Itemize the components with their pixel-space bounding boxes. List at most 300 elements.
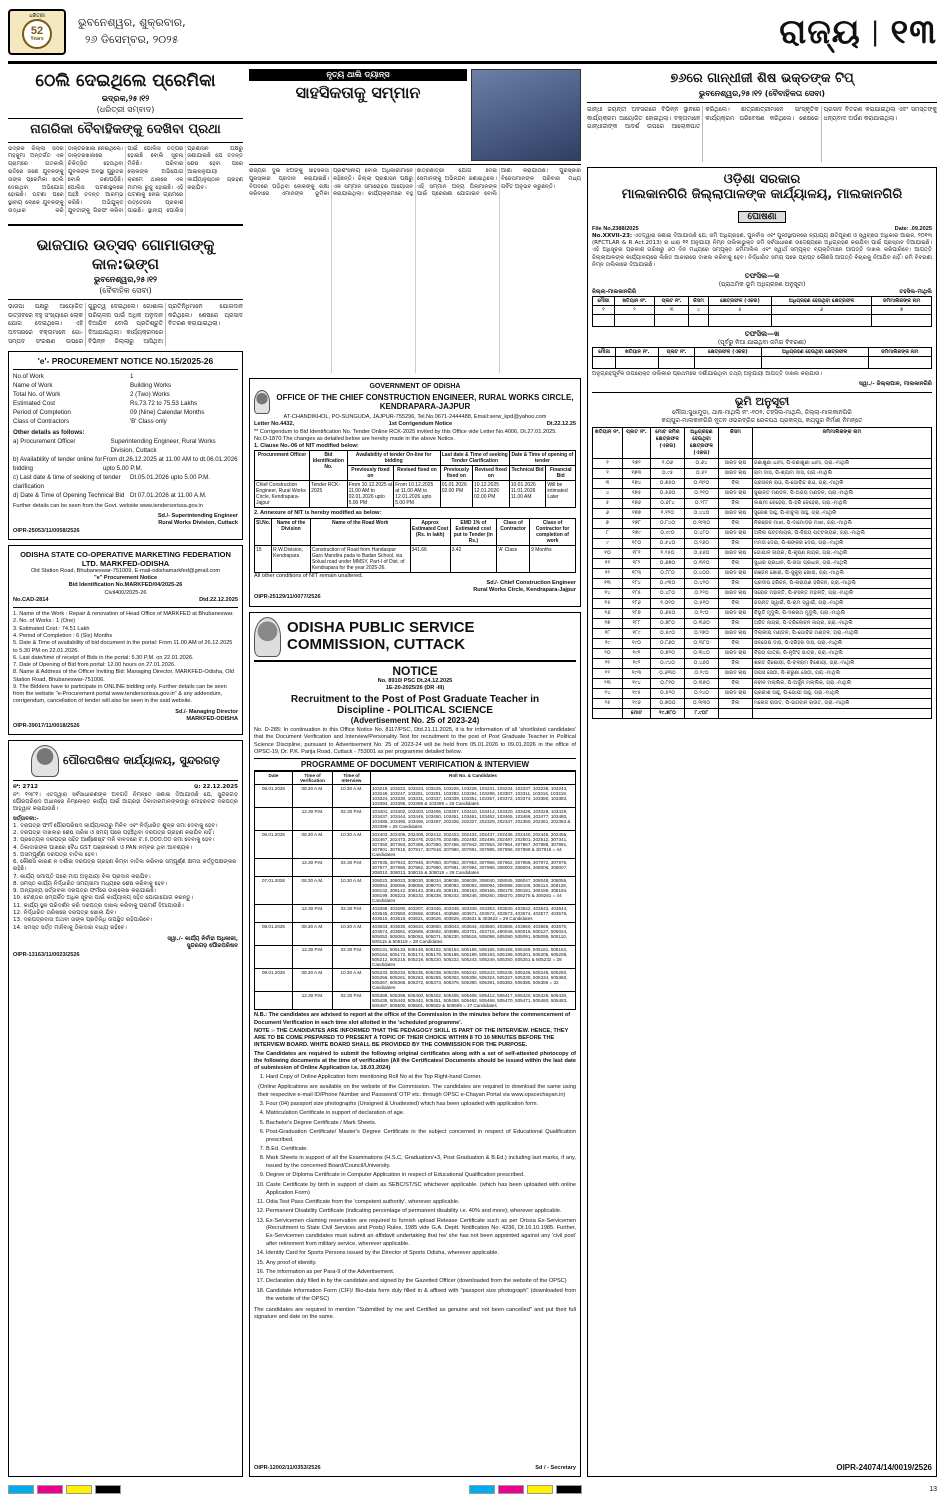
feature-photo bbox=[471, 69, 581, 161]
sched-th: କ୍ଷେତ୍ରଫଳ (ଏକର) bbox=[709, 297, 772, 306]
collector-line1: ଓଡ଼ିଶା ସରକାର bbox=[723, 172, 801, 188]
table-row bbox=[593, 498, 932, 508]
opsc-verif: 12.30 P.M. bbox=[293, 946, 333, 969]
sched-num: ୫ bbox=[709, 306, 772, 315]
collector-ref-row bbox=[592, 226, 932, 233]
eproc-detail-val: Dt 07.01.2026 at 11.00 A.M. bbox=[130, 491, 207, 499]
table-row bbox=[593, 648, 932, 658]
land-c2: ୧୮୫ bbox=[623, 588, 651, 598]
list-item: 14. Identity Card for Sports Persons issued by the Director of Sports Odisha, wherever applicable. bbox=[266, 1250, 576, 1258]
land-c4: ୦.୪୪୦ bbox=[685, 508, 719, 518]
land-c5: ବିଲ bbox=[719, 558, 753, 568]
land-c6: ଜଣାଶୁଣା ଧାମୀ, ପି-ଜଣାଶୁଣା ଧାମୀ, ଗ୍ରା.-ମାଥିଲି bbox=[753, 458, 932, 468]
opsc-rolls: 403288, 403290, 403307, 403346, 403348, 403349, 403353, 403530, 403542, 403543, 403544, 403545, 403550, 403556, 403561, 403568, 403571, 403572, 403573, 403574, 403577, 403578, 403610, 403618, 403621, 403626, 403629, 403631 & 403622 = 28 Candidates bbox=[371, 905, 576, 923]
land-c2: ୧୮୩ bbox=[623, 568, 651, 578]
swatch-magenta bbox=[498, 1485, 524, 1494]
opsc-th: Time of Interview bbox=[333, 772, 371, 785]
opsc-requirements-list bbox=[258, 1074, 576, 1305]
land-schedule-table bbox=[592, 427, 932, 719]
table-row bbox=[593, 357, 932, 369]
markfed-civil: Civil400/2025-26 bbox=[104, 589, 147, 596]
opsc-verif: 08.30 A.M. bbox=[293, 831, 333, 859]
municipality-condition: 12. ନିର୍ଦ୍ଧାରିତ ତାରିଖରେ ଦରପତ୍ର ଖୋଲା ଯିବ। bbox=[13, 909, 117, 916]
collector-line2: ମାଲକାନଗିରି ଜିଲ୍ଲାପାଳଙ୍କ କାର୍ଯ୍ୟାଳୟ, ମାଲକାନଗିରି bbox=[621, 187, 903, 203]
land-c1: ୧୫ bbox=[593, 598, 623, 608]
land-c4: ୦.୨୯୦ bbox=[685, 668, 719, 678]
page-number-odia: ୧୩ bbox=[890, 11, 937, 52]
markfed-address: Old Station Road, Bhubaneswar-751009, E-mail-odishamarkfed@gmail.com bbox=[30, 567, 221, 574]
eproc-detail-key: a) Procurement Officer bbox=[13, 437, 76, 445]
table-row bbox=[593, 458, 932, 468]
opsc-intv: 10.30 A.M. bbox=[333, 831, 371, 859]
municipality-condition: 2. ଦରପତ୍ର ଦାଖଲର ଶେଷ ତାରିଖ ଓ ସମୟ ପରେ ପହଞ୍ଚିଥିବା ଦରପତ୍ର ଗ୍ରହଣ କରାଯିବ ନାହିଁ। bbox=[13, 830, 214, 837]
rwc-th: Bid Identification No. bbox=[310, 451, 347, 481]
land-schedule-sub2: କୟପୁର-ମାଲକାନଗିରି ନୂତନ ଓଭରବ୍ରିଜ ରେଳପଥ ପ୍ରକଳ୍ପ, କୟପୁର ନିର୍ମାଣ ନିମନ୍ତେ bbox=[661, 416, 863, 424]
land-c1: ୭ bbox=[593, 518, 623, 528]
rwc-ref-row bbox=[254, 421, 576, 428]
sched-num: ୨ bbox=[614, 306, 654, 315]
table-row bbox=[593, 628, 932, 638]
sched-th: ଖତିୟାନ ନଂ. bbox=[616, 348, 659, 357]
opsc-no2: 1E-20-2025/26 (DR -III) bbox=[385, 684, 445, 691]
eproc-summary-rows bbox=[13, 373, 238, 427]
list-item: 7. B.Ed. Certificate. bbox=[266, 1146, 576, 1154]
opsc-rolls: 505131, 505133, 505148, 505152, 505154, 505155, 505156, 505158, 505159, 505161, 505162, 505164, 505172, 505174, 505178, 505185, 505189, 505193, 505198, 505201, 505205, 505208, 505212, 505215, 505219, 505220, 505222, 505243, 505249, 505250, 505251 & 505232 = 28 Candidates bbox=[371, 946, 576, 969]
list-item bbox=[13, 418, 238, 427]
opsc-intv: 02.30 P.M. bbox=[333, 946, 371, 969]
masthead-place: ଭୁବନେଶ୍ୱର, ଶୁକ୍ରବାର, bbox=[78, 16, 186, 29]
schedule-b-table bbox=[592, 347, 932, 369]
story1-agency: (ଧରିତ୍ରୀ ସମ୍ବାଦ) bbox=[96, 105, 155, 115]
land-c1: ୨୩ bbox=[593, 678, 623, 688]
land-c6: ସରୋଜ ମହାନ୍ତି, ପି-ବସନ୍ତ ମହାନ୍ତି, ଗ୍ରା.-ମାଥିଲି bbox=[753, 588, 932, 598]
rwc2-th: Name of the Road Work bbox=[310, 518, 410, 545]
table-row bbox=[593, 478, 932, 488]
land-c6: ବିଭୂତି ମୁଦୁଲି, ପି-ଦଶରଥ ମୁଦୁଲି, ଗ୍ରା.-ମାଥିଲି bbox=[753, 608, 932, 618]
land-c2: ୧୭୮ bbox=[623, 518, 651, 528]
land-c1: ୧୦ bbox=[593, 548, 623, 558]
swatch-black bbox=[95, 1485, 121, 1494]
collector-no: No.XXVII-23: bbox=[592, 232, 633, 239]
markfed-item: 7. Date of Opening of Bid from portal: 12.00 hours on 27.01.2026. bbox=[13, 662, 176, 669]
eproc-title: 'e'- PROCUREMENT NOTICE NO.15/2025-26 bbox=[37, 356, 214, 367]
land-c5: ବିଲ bbox=[719, 638, 753, 648]
right-column bbox=[587, 69, 937, 1477]
story-bhajapa-utsav bbox=[8, 234, 243, 346]
left-column bbox=[8, 69, 243, 1477]
opsc-verif: 12.30 P.M. bbox=[293, 905, 333, 923]
rwc-corrigendum-notice bbox=[249, 378, 581, 607]
municipality-condition: 6. କୌଣସି କାରଣ ନ ଦର୍ଶାଇ ଦରପତ୍ର ଗ୍ରହଣ କିମ୍ବା ବାତିଲ କରିବାର ସମ୍ପୂର୍ଣ୍ଣ କ୍ଷମତା କର୍ତ୍ତୃପକ୍ଷଙ୍କର ରହିଛି। bbox=[13, 859, 237, 873]
land-c1: ୧ bbox=[593, 458, 623, 468]
eproc-row-key: No.of Work bbox=[13, 373, 44, 381]
collector-land-notice bbox=[587, 167, 937, 1477]
rwc-th: Procurement Officer bbox=[255, 451, 310, 481]
swatch-yellow bbox=[66, 1485, 92, 1494]
opsc-heading-3: (Advertisement No. 25 of 2023-24) bbox=[350, 716, 480, 726]
markfed-item: 1. Name of the Work : Repair & renovation of Head Office of MARKFED at Bhubaneswar. bbox=[13, 611, 234, 618]
eproc-row-key: Total No. of Work bbox=[13, 391, 61, 398]
land-th: ପ୍ଲଟ ନଂ. bbox=[623, 427, 651, 458]
land-c3: ୧.୦୨୦ bbox=[651, 598, 685, 608]
opsc-date bbox=[255, 808, 293, 831]
eproc-notice-15 bbox=[8, 351, 243, 540]
land-c1: ୨୦ bbox=[593, 648, 623, 658]
opsc-rolls: 403633, 403630, 403634, 403650, 403643, 403644, 403660, 403655, 403660, 403665, 403670, 403674, 403681, 403685, 403692, 403698, 403701, 403715, 490046, 500016, 500127, 505024, 505053, 505061, 505062, 505071, 505230, 505516, 505098, 505090, 505091, 505095, 505110, 505115 & 505119 = 28 Candidates bbox=[371, 923, 576, 946]
list-item bbox=[13, 382, 238, 391]
table-row bbox=[593, 578, 932, 588]
list-item bbox=[13, 373, 238, 382]
land-c6: ସୁରେଶ ସାହୁ, ପି-ବାବୁଲା ସାହୁ, ଗ୍ରା.-ମାଥିଲି bbox=[753, 508, 932, 518]
table-row bbox=[255, 545, 576, 572]
land-c4: ୦.୩୧୦ bbox=[685, 558, 719, 568]
land-c2: ୧୯୬ bbox=[623, 698, 651, 708]
list-item: 16. The information as per Para-9 of the Advertisement. bbox=[266, 1269, 576, 1277]
story-thela-deithile bbox=[8, 69, 243, 216]
rwc-cell: Will be intimated Later bbox=[546, 481, 576, 508]
markfed-item: 6. Last date/time of receipt of Bids in the portal: 5.30 P.M. on 22.01.2026. bbox=[13, 654, 194, 661]
land-c6: ଦିଲ୍ଲୀପ ମଣ୍ଡଳ, ପି-ଗୋବିନ୍ଦ ମଣ୍ଡଳ, ଗ୍ରା.-ମାଥିଲି bbox=[753, 628, 932, 638]
land-total-label: ମୋଟ bbox=[623, 708, 651, 718]
land-c3: ୦.୫୨୦ bbox=[651, 688, 685, 698]
land-c6: ଜୟନ୍ତ ସ୍ୱାଇଁ, ପି-ରାମ ସ୍ୱାଇଁ, ଗ୍ରା.-ମାଥିଲି bbox=[753, 598, 932, 608]
table-row bbox=[593, 668, 932, 678]
opsc-intv: 10.30 A.M. bbox=[333, 969, 371, 992]
land-c1: ୫ bbox=[593, 498, 623, 508]
list-item: 12. Permanent Disability Certificate (indicating percentage of permanent disability i.e. 40% and more); wherever applicable. bbox=[266, 1208, 576, 1216]
rwc-th: Date & Time of opening of tender bbox=[509, 451, 575, 466]
land-c5: ସାରଦ ଚାଷ bbox=[719, 688, 753, 698]
land-c3: ୦.୫୬୦ bbox=[651, 488, 685, 498]
municipality-condition: 13. ଦରପତ୍ରଦାତା ଅଥବା ତାଙ୍କ ପ୍ରତିନିଧି ଉପସ୍ଥିତ ରହିପାରିବେ। bbox=[13, 917, 153, 924]
land-c3: ୧.୦୬ bbox=[651, 458, 685, 468]
eproc-row-key: Name of Work bbox=[13, 382, 53, 390]
rwc-line: ** Corrigendum to Bid Identification No. Tender Online RCK-2025 invited by this Office vide Letter No.4006, Dt.27.01.2025. bbox=[254, 428, 557, 435]
table-row bbox=[255, 808, 576, 831]
opsc-oipr: OIPR-12002/11/0353/2526 bbox=[254, 1464, 321, 1471]
rwc-th2: Revised fixed on bbox=[472, 466, 509, 481]
land-c6: ମମତା ଦେଇ, ପି-ଶଙ୍କର ଦେଇ, ଗ୍ରା.-ମାଥିଲି bbox=[753, 538, 932, 548]
sched-num: ୩ bbox=[655, 306, 689, 315]
land-c1: ୧୩ bbox=[593, 578, 623, 588]
sched-th: ପ୍ଲଟ ନଂ. bbox=[659, 348, 695, 357]
land-c3: ୦.୪୮୦ bbox=[651, 588, 685, 598]
collector-date: Date: .09.2025 bbox=[894, 225, 932, 232]
land-c3: ୦.୮୬୦ bbox=[651, 638, 685, 648]
rwc-th2: Technical Bid bbox=[509, 466, 546, 481]
municipality-condition: 7. କାର୍ଯ୍ୟ ସମାପ୍ତି ପରେ ମାପ ଅନୁଯାୟୀ ବିଲ ପ୍ରଦାନ କରାଯିବ। bbox=[13, 873, 151, 880]
story2-body: ଭାଜପା ପକ୍ଷରୁ ଆୟୋଜିତ ଉତ୍ସବରେ ବହୁ ସଂଖ୍ୟାରେ ଲୋକ ଯୋଗ ଦେଇଥିଲେ। ଏହି ଅବସରରେ ବକ୍ତାମାନେ ଗୋ-ସମ୍ପଦ ସଂରକ୍ଷଣ ଉପରେ ଗୁରୁତ୍ୱ ଦେଇଥିଲେ। ଗୋଶାଳା ପରିଚାଳନା ପାଇଁ ଅଧିକ ଅନୁଦାନ ଦିଆଯିବ ବୋଲି ପ୍ରତିଶ୍ରୁତି ଦିଆଯାଇଥିଲା। କାର୍ଯ୍ୟକ୍ରମରେ ବିଭିନ୍ନ ଜିଲ୍ଲାରୁ ଆସିଥିବା ପ୍ରତିନିଧିମାନେ ଯୋଗଦାନ କରିଥିଲେ। ଶେଷରେ ପ୍ରସାଦ ବିତରଣ କରାଯାଇଥିଲା। bbox=[8, 303, 243, 345]
land-c6: ତାପସ ସେଠୀ, ପି-କରୁଣା ସେଠୀ, ଗ୍ରା.-ମାଥିଲି bbox=[753, 668, 932, 678]
opsc-date: 07.01.2026 bbox=[255, 877, 293, 905]
section-title: ରାଜ୍ୟ bbox=[779, 11, 861, 52]
opsc-rolls: 103401, 103402, 103403, 103405, 103407, 103410, 103414, 103420, 103426, 103428, 103429, 103437, 103444, 103449, 103450, 103451, 103461, 103462, 103465, 103466, 103477, 103480, 103485, 103490, 103496, 103497, 202326, 202327, 202329, 202347, 202360, 202361, 202383 & 202399 = 28 Candidates bbox=[371, 808, 576, 831]
collector-sign: ସ୍ୱା./- ଜିଲ୍ଲାପାଳ, ମାଲକାନଗିରି bbox=[859, 380, 932, 387]
opsc-no: No. 8910/ PSC Dt.24.12.2025 bbox=[377, 677, 453, 684]
badge-years: Years bbox=[30, 36, 44, 43]
state-emblem-icon bbox=[31, 745, 59, 777]
land-c1: ୨୨ bbox=[593, 668, 623, 678]
story1-headline: ଠେଲି ଦେଇଥିଲେ ପ୍ରେମିକା bbox=[35, 71, 216, 91]
sched-th: ମୌଜା bbox=[593, 297, 615, 306]
municipality-condition: 11. କାର୍ଯ୍ୟ ସ୍ଥଳ ପରିଦର୍ଶନ କରି ଦରପତ୍ର ଦାଖଲ କରିବାକୁ ପରାମର୍ଶ ଦିଆଯାଉଛି। bbox=[13, 902, 184, 909]
eproc-row-key: Period of Completion bbox=[13, 408, 71, 416]
eproc-row-val: 09 (Nine) Calendar Months bbox=[130, 408, 205, 416]
land-c5 bbox=[719, 708, 753, 718]
opsc-verif: 08.30 A.M. bbox=[293, 785, 333, 808]
opsc-rolls: 505233, 505234, 505235, 505238, 505239, 505242, 505243, 505245, 505246, 505248, 505250, 505256, 505261, 505263, 505265, 505302, 505308, 505324, 505327, 505330, 505334, 505360, 505367, 505368, 505372, 505373, 505376, 505380, 505381, 505382, 505385, 505386 = 32 Candidates bbox=[371, 969, 576, 992]
land-c6: ବିଜୟ ପାତ୍ର, ପି-ନୃସିଂହ ପାତ୍ର, ଗ୍ରା.-ମାଥିଲି bbox=[753, 648, 932, 658]
sched-num: ୧ bbox=[593, 306, 615, 315]
rwc-cell: From 10.12.2025 at 11.00 AM to 12.01.2026 upto 5.00 PM bbox=[394, 481, 440, 508]
rwc-sign2: Rural Works Circle, Kendrapara-Jajpur bbox=[473, 587, 576, 594]
list-item bbox=[13, 409, 238, 418]
list-item: 6. Post-Graduation Certificate/ Master's Degree Certificate in the subject concerned in respect of Educational Qualification prescribed. bbox=[266, 1129, 576, 1145]
opsc-th: Date bbox=[255, 772, 293, 785]
table-row-total bbox=[593, 708, 932, 718]
rwc-letter-no: Letter No.4432, bbox=[254, 421, 295, 428]
land-c2: ୧୭୬ bbox=[623, 498, 651, 508]
land-c5: ସାରଦ ଚାଷ bbox=[719, 458, 753, 468]
markfed-sign2: MARKFED-ODISHA bbox=[186, 715, 238, 722]
sched-th: ଜମିମାଲିକଙ୍କ ନାମ bbox=[868, 348, 931, 357]
land-c6: ଗୋପାଳ ନାୟକ, ପି-କୃଷ୍ଣ ନାୟକ, ଗ୍ରା.-ମାଥିଲି bbox=[753, 548, 932, 558]
land-c5: ବିଲ bbox=[719, 578, 753, 588]
sched-num: ୭ bbox=[872, 306, 932, 315]
land-c5: ବିଲ bbox=[719, 598, 753, 608]
opsc-intv: 02.30 P.M. bbox=[333, 905, 371, 923]
swatch-black bbox=[556, 1485, 582, 1494]
schedule-a-sub: (ପ୍ରାଥମିକ ଭୂମି ଅଧିଗ୍ରହଣ ଅନୁସୂଚୀ) bbox=[718, 281, 806, 289]
opsc-date bbox=[255, 946, 293, 969]
land-c6: ସନ୍ତୋଷ ଦାସ, ପି-ହରିହର ଦାସ, ଗ୍ରା.-ମାଥିଲି bbox=[753, 638, 932, 648]
feature-headline: ସାହସିକତାକୁ ସମ୍ମାନ bbox=[295, 83, 421, 102]
state-emblem-icon bbox=[254, 390, 270, 414]
land-c2: ୧୯୪ bbox=[623, 678, 651, 688]
collector-body: ଏତଦ୍ଦ୍ୱାରା ଜଣାଇ ଦିଆଯାଉଛି ଯେ, ଜମି ଅଧିଗ୍ରହଣ, ପୁନର୍ବାସ ଏବଂ ପୁନଃସ୍ଥାପନରେ ନ୍ୟାଯ୍ୟ କ୍ଷତିପୂରଣ ଓ ସ୍ୱଚ୍ଛତା ଅଧିକାର ଆଇନ, ୨୦୧୩ (RFCTLAR & R Act.2013) ର ଧାରା ୧୧ ଅନୁଯାୟୀ ନିମ୍ନ ତାଲିକାଭୁକ୍ତ ଜମି ସର୍ବସାଧାରଣ ଉଦ୍ଦେଶ୍ୟରେ ଅଧିଗ୍ରହଣ କରାଯିବା ପାଇଁ ପ୍ରସ୍ତାବ ଦିଆଯାଇଛି। ଏହି ଅଧିସୂଚନା ପ୍ରକାଶ ତାରିଖରୁ ୬୦ ଦିନ ମଧ୍ୟରେ ସମ୍ପୃକ୍ତ ଜମିମାଲିକ ଏବଂ ସ୍ୱାର୍ଥ ସମ୍ପୃକ୍ତ ବ୍ୟକ୍ତିମାନେ ଆପତ୍ତି ଦାଖଲ କରିପାରିବେ। ଆପତ୍ତି ଜିଲ୍ଲାପାଳଙ୍କ କାର୍ଯ୍ୟାଳୟରେ ଲିଖିତ ଆକାରରେ ଦାଖଲ କରିବାକୁ ହେବ। ନିର୍ଦ୍ଧାରିତ ସମୟ ପରେ ପ୍ରାପ୍ତ କୌଣସି ଆପତ୍ତି ବିଚାରକୁ ନିଆଯିବ ନାହିଁ। ଜମି ବିବରଣୀ ନିମ୍ନ ତାଲିକାରେ ଦିଆଯାଇଛି। bbox=[592, 232, 933, 268]
eproc-sign: Sd./- Superintending Engineer bbox=[157, 513, 238, 520]
land-c5: ସାରଦ ଚାଷ bbox=[719, 628, 753, 638]
center-column bbox=[249, 69, 581, 1477]
eproc-other-label: Other details as follows: bbox=[13, 428, 85, 436]
land-c4: ୦.୨୮୮ bbox=[685, 498, 719, 508]
markfed-item: 8. Name & Address of the Officer Inviting Bid: Managing Director, MARKFED-Odisha, Old Station Road, Bhubaneswar-751006. bbox=[13, 669, 234, 683]
table-row bbox=[255, 831, 576, 859]
table-row bbox=[255, 905, 576, 923]
opsc-nb: N.B.: The candidates are advised to report at the office of the Commission in the minutes before the commencement of Document Verification in each time slot allotted in the 'scheduled programme'. bbox=[254, 1012, 571, 1026]
list-item: 17. Declaration duly filled in by the candidate and signed by the Gazetted Officer (downloaded from the website of the OPSC) bbox=[266, 1278, 576, 1286]
story2-headline: ଭାଜପାର ଉତ୍ସବ ଗୋମାତାଙ୍କୁ କାଳ:ଭଙ୍ଗ bbox=[36, 235, 215, 273]
opsc-verif: 12.30 P.M. bbox=[293, 808, 333, 831]
story1-sub-headline: ନାଗରିକା ବୈବାହିକଙ୍କୁ ଦେଖିବା ପ୍ରଥା bbox=[30, 122, 221, 138]
collector-badge: ଘୋଷଣା bbox=[738, 211, 785, 223]
land-c5: ସାରଦ ଚାଷ bbox=[719, 528, 753, 538]
land-c3: ୦.୯୯୦ bbox=[651, 528, 685, 538]
eproc-row-val: 2 (Two) Works bbox=[130, 391, 170, 398]
sched-num: ୪ bbox=[688, 306, 708, 315]
municipality-date: ତା: 22.12.2025 bbox=[193, 784, 238, 791]
sched-th: କିସମ bbox=[688, 297, 708, 306]
rwc-line: 1. Clause No.-06 of NIT modified below: bbox=[254, 443, 359, 450]
land-c1: ୧୨ bbox=[593, 568, 623, 578]
land-c1: ୧୮ bbox=[593, 628, 623, 638]
rwc2-cell: Construction of Road from Handaspur Garo Mandira pada to Badan School, via Solual road under MMSY, Part-I of Dist. of Kendrapara for the year 2025-26. bbox=[310, 545, 410, 572]
land-c2: ୧୯୨ bbox=[623, 658, 651, 668]
municipality-conditions-title: ସର୍ତ୍ତାବଳୀ:- bbox=[13, 815, 39, 822]
land-c1: ୨୫ bbox=[593, 698, 623, 708]
land-c6: ଶରତ ବିଶୋୟୀ, ପି-ବଳରାମ ବିଶୋୟୀ, ଗ୍ରା.-ମାଥିଲି bbox=[753, 658, 932, 668]
rwc2-th: Class of Contractor bbox=[497, 518, 530, 545]
land-c6: ସୁଧୀର ପ୍ରଧାନ, ପି-ଜଗା ପ୍ରଧାନ, ଗ୍ରା.-ମାଥିଲି bbox=[753, 558, 932, 568]
land-th: ଖତିୟାନ ନଂ. bbox=[593, 427, 623, 458]
eproc-detail-key: d) Date & Time of Opening Technical Bid bbox=[13, 491, 125, 499]
land-c6: ନବୀନ ମଲ୍ଲିକ, ପି-ଅର୍ଜୁନ ମଲ୍ଲିକ, ଗ୍ରା.-ମାଥିଲି bbox=[753, 678, 932, 688]
land-c3: ୦.୯୩୦ bbox=[651, 578, 685, 588]
opsc-rolls: 308022, 308023, 308030, 308034, 308036, 308039, 308040, 308045, 308047, 308048, 308056, 308064, 308066, 308068, 308070, 308092, 308093, 308094, 308098, 308109, 308113, 308128, 308132, 308142, 308143, 308149, 308161, 308163, 308166, 308178, 308181, 308189, 308194, 308199, 308223, 308232, 308238, 308242, 308246, 308260, 308270, 308275 & 308281 = 44 Candidates bbox=[371, 877, 576, 905]
right-story-byline: ଭୁବନେଶ୍ୱର,୨୫।୧୨ (ବୈବାହିକତା ସେବା) bbox=[698, 89, 826, 99]
land-c2: ୧୯୦ bbox=[623, 638, 651, 648]
section-separator: | bbox=[870, 16, 881, 47]
table-row bbox=[255, 923, 576, 946]
land-c6: ପ୍ରଦୀପ ହରିଜନ, ପି-ନାରାୟଣ ହରିଜନ, ଗ୍ରା.-ମାଥିଲି bbox=[753, 578, 932, 588]
list-item bbox=[13, 400, 238, 409]
rwc-table-1 bbox=[254, 450, 576, 508]
table-row bbox=[593, 658, 932, 668]
land-c3: ୦.୭୮୦ bbox=[651, 618, 685, 628]
list-item: 9. Degree or Diploma Certificate in Computer Application in respect of Educational Qualification prescribed. bbox=[266, 1172, 576, 1180]
land-c6: ଲକ୍ଷ୍ମୀ ବେହେରା, ପି-ହରି ବେହେରା, ଗ୍ରା.-ମାଥିଲି bbox=[753, 498, 932, 508]
land-c4: ୦.୫୧୦ bbox=[685, 598, 719, 608]
land-schedule-title: ଭୂମି ଅନୁସୂଚୀ bbox=[592, 392, 932, 409]
table-row bbox=[593, 598, 932, 608]
municipality-condition: 4. ଠିକାଦାରଙ୍କ ପାଖରେ ବୈଧ GST ପଞ୍ଜୀକରଣ ଓ PAN ନମ୍ବର ଥିବା ଆବଶ୍ୟକ। bbox=[13, 844, 193, 851]
swatch-yellow bbox=[527, 1485, 553, 1494]
opsc-date: 08.01.2026 bbox=[255, 923, 293, 946]
list-item: 8. Mark Sheets in support of all the Examinations (H.S.C, Graduation/+3, Post Graduation & B.Ed.) including last marks, if any, issued by the concerned Board/Council/University. bbox=[266, 1155, 576, 1171]
list-item bbox=[13, 456, 238, 474]
markfed-ref-row bbox=[13, 597, 238, 604]
opsc-requirements-intro: The Candidates are required to submit the following original certificates along with a set of self-attested photocopy of the following documents at the time of verification (All the Certificates/ Documents should be issued within the last date of submission of Online Application i.e. 18.03.2024) bbox=[254, 1050, 576, 1072]
eproc-sign2: Rural Works Division, Cuttack bbox=[158, 520, 238, 527]
badge-circle bbox=[22, 19, 52, 49]
eproc-row-val: 1 bbox=[130, 373, 134, 381]
land-c5: ବିଲ bbox=[719, 698, 753, 708]
table-row bbox=[593, 558, 932, 568]
sched-th: ଜମିମାଲିକଙ୍କ ନାମ bbox=[872, 297, 932, 306]
markfed-item: 4. Period of Completion : 6 (Six) Months bbox=[13, 633, 113, 639]
masthead-dateline bbox=[78, 15, 186, 48]
markfed-proc-label: "e" Procurement Notice bbox=[93, 575, 158, 582]
land-c6: ନିରଞ୍ଜନ ମାଝୀ, ପି-ଦାମୋଦର ମାଝୀ, ଗ୍ରା.-ମାଥିଲି bbox=[753, 518, 932, 528]
land-c4: ୦.୩୩୦ bbox=[685, 518, 719, 528]
table-row bbox=[255, 946, 576, 969]
opsc-th: Time of Verification bbox=[293, 772, 333, 785]
land-c1: ୪ bbox=[593, 488, 623, 498]
land-c6: ଅନିଲ ପଟ୍ଟନାୟକ, ପି-ବିଜୟ ପଟ୍ଟନାୟକ, ଗ୍ରା.-ମାଥିଲି bbox=[753, 528, 932, 538]
table-row bbox=[593, 306, 932, 315]
sched-th: ପ୍ଲଟ ନଂ. bbox=[655, 297, 689, 306]
badge-top-label: ଧରିତ୍ରୀ bbox=[29, 12, 45, 19]
land-c4: ୦.୬୪ bbox=[685, 458, 719, 468]
land-c2: ୧୮୦ bbox=[623, 538, 651, 548]
right-story-body: ଗାନ୍ଧୀ ଜୟନ୍ତୀ ଅବସରରେ ବିଭିନ୍ନ ସ୍ଥାନରେ କାର୍ଯ୍ୟକ୍ରମ ଆୟୋଜିତ ହୋଇଥିଲା। ବକ୍ତାମାନେ ଗାନ୍ଧୀଜୀଙ୍କ ଆଦର୍ଶ ଉପରେ ଆଲୋକପାତ କରିଥିଲେ। ଛାତ୍ରଛାତ୍ରୀମାନେ ସାଂସ୍କୃତିକ କାର୍ଯ୍ୟକ୍ରମ ପରିବେଷଣ କରିଥିଲେ। ଶେଷରେ ପ୍ରସାଦ ବିତରଣ କରାଯାଇଥିଲା ଏବଂ ସମସ୍ତଙ୍କୁ ଧନ୍ୟବାଦ ଅର୍ପଣ କରାଯାଇଥିଲା। bbox=[587, 106, 937, 131]
opsc-programme-title: PROGRAMME OF DOCUMENT VERIFICATION & INTERVIEW bbox=[254, 758, 576, 771]
land-c3: ୦.୭୫୦ bbox=[651, 478, 685, 488]
swatch-cyan bbox=[8, 1485, 34, 1494]
eproc-row-val: Building Works bbox=[130, 382, 172, 390]
municipality-sign: ସ୍ୱା./- କାର୍ଯ୍ୟ ନିର୍ବାହୀ ଅଧିକାରୀ, bbox=[167, 935, 238, 942]
land-c4: ୦.୨୨୦ bbox=[685, 588, 719, 598]
opsc-date: 09.01.2026 bbox=[255, 969, 293, 992]
rwc-notice-title: 1st Corrigendum Notice bbox=[388, 421, 453, 428]
land-c6 bbox=[753, 708, 932, 718]
land-c3: ୧.୧୨୦ bbox=[651, 508, 685, 518]
rwc2-th: EMD 1% of Estimated cost put to Tender (in Rs.) bbox=[450, 518, 496, 545]
table-row bbox=[255, 859, 576, 877]
markfed-item: 3. Estimated Cost : 74.51 Lakh bbox=[13, 625, 90, 632]
rwc-cell: Tender RCK-2025 bbox=[310, 481, 347, 508]
land-c1: ୧୬ bbox=[593, 608, 623, 618]
masthead-date: ୨୬ ଡିସେମ୍ବର, ୨୦୨୫ bbox=[85, 32, 179, 46]
land-c5: ସାରଦ ଚାଷ bbox=[719, 468, 753, 478]
land-c3: ୦.୬୮୪ bbox=[651, 498, 685, 508]
eproc-row-val: 'B' Class only bbox=[130, 417, 167, 425]
rwc-office: OFFICE OF THE CHIEF CONSTRUCTION ENGINEER, RURAL WORKS CIRCLE, KENDRAPARA-JAJPUR bbox=[276, 393, 574, 411]
rwc-th2: Revised fixed on bbox=[394, 466, 440, 481]
land-c6: ପ୍ରସନ୍ନ ରାଓ, ପି-ଗୋବିନ୍ଦ ରାଓ, ଗ୍ରା.-ମାଥିଲି bbox=[753, 478, 932, 488]
land-c4: ୦.୩୮୦ bbox=[685, 638, 719, 648]
schedule-b-sub: (ପୂର୍ବରୁ ନିଆ ଯାଇଥିବା ଜମିର ବିବରଣୀ) bbox=[717, 339, 807, 347]
rwc-oipr: OIPR-25129/11/0077/2526 bbox=[254, 594, 321, 601]
schedule-a-table bbox=[592, 296, 932, 327]
list-item: 4. Matriculation Certificate in support of declaration of age. bbox=[266, 1110, 576, 1118]
opsc-sign: Sd / - Secretary bbox=[535, 1464, 576, 1471]
opsc-verif: 12.30 P.M. bbox=[293, 992, 333, 1010]
list-item bbox=[13, 391, 238, 400]
land-c5: ବିଲ bbox=[719, 518, 753, 528]
eproc-row-key: Estimated Cost bbox=[13, 399, 55, 407]
land-c1: ୧୯ bbox=[593, 638, 623, 648]
land-c2: ୧୮୧ bbox=[623, 548, 651, 558]
land-c4: ୦.୪୮୦ bbox=[685, 528, 719, 538]
land-c1: ୯ bbox=[593, 538, 623, 548]
land-c2: ୧୮୨ bbox=[623, 558, 651, 568]
land-th: ମୋଟ ଜମିର କ୍ଷେତ୍ରଫଳ (ଏକର) bbox=[651, 427, 685, 458]
feature-body: ରାଜ୍ୟର ଦୁଇ ଝିଅଙ୍କୁ ସାହସିକତା ପୁରସ୍କାର ପ୍ରଦାନ କରାଯାଇଛି। ବିପଦରେ ପଡ଼ିଥିବା ଲୋକଙ୍କୁ ରକ୍ଷା କରିବାରେ ଏମାନଙ୍କ ଭୂମିକା ପ୍ରଶଂସନୀୟ ବୋଲି ଅଧିକାରୀମାନେ କହିଛନ୍ତି। ଜିଲ୍ଲା ପ୍ରଶାସନ ପକ୍ଷରୁ ଏକ ସମ୍ମାନ ସମାରୋହର ଆୟୋଜନ କରାଯାଇଥିଲା। କାର୍ଯ୍ୟକ୍ରମରେ ବହୁ ଛାତ୍ରଛାତ୍ରୀ ଯୋଗ ଦେଇ ସେମାନଙ୍କୁ ଅଭିନନ୍ଦନ ଜଣାଇଥିଲେ। ଏହି ସମ୍ମାନ ଅନ୍ୟ ପିଲାମାନଙ୍କ ପାଇଁ ପ୍ରେରଣା ଯୋଗାଇବ ବୋଲି ଆଶା କରାଯାଉଛି। ପୁରସ୍କାର ବିଜେତାମାନଙ୍କ ପରିବାର ମଧ୍ୟ ଗର୍ବିତ ଅନୁଭବ କରୁଛନ୍ତି। bbox=[249, 168, 581, 198]
table-row bbox=[593, 518, 932, 528]
opsc-programme-table bbox=[254, 771, 576, 1010]
land-c1: ୨୧ bbox=[593, 658, 623, 668]
sched-th: ଖତିୟାନ ନଂ. bbox=[614, 297, 654, 306]
collector-file-no: File No.2388/2025 bbox=[592, 225, 639, 232]
land-c2: ୧୯୩ bbox=[623, 668, 651, 678]
land-c4: ୦.୪୬୦ bbox=[685, 658, 719, 668]
land-c3: ୦.୭୦୦ bbox=[651, 698, 685, 708]
opsc-title: ODISHA PUBLIC SERVICE COMMISSION, CUTTACK bbox=[287, 619, 475, 653]
rwc-cell: 10.01.2026 11.01.2026 11.00 AM bbox=[509, 481, 546, 508]
rwc-cell: From 10.12.2025 at 11.00 AM to 02.01.2026 upto 5.00 PM bbox=[348, 482, 393, 507]
table-row bbox=[593, 688, 932, 698]
municipality-oipr: OIPR-13163/11/0023/2526 bbox=[13, 952, 80, 959]
land-c3: ୦.୬୩୦ bbox=[651, 668, 685, 678]
masthead bbox=[8, 6, 937, 64]
land-c1 bbox=[593, 708, 623, 718]
land-c4: ୦.୩୨୦ bbox=[685, 478, 719, 488]
opsc-notice-label: NOTICE bbox=[392, 663, 438, 678]
rwc2-cell: 'A' Class bbox=[497, 545, 530, 572]
list-item: 3. Four (04) passport size photographs (Unsigned & Unattested) which has been uploaded with application form. bbox=[266, 1101, 576, 1109]
land-c4: ୦.୨୪୦ bbox=[685, 688, 719, 698]
